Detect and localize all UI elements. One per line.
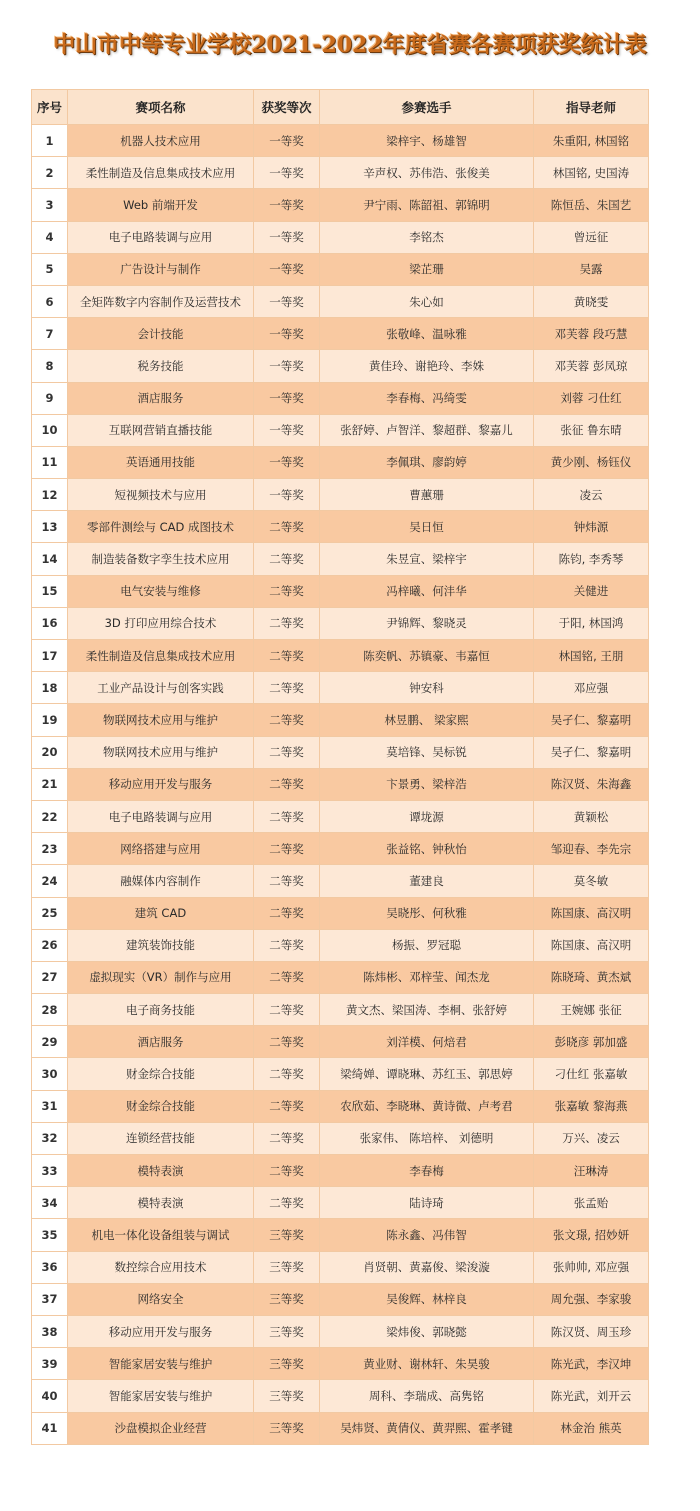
cell-event-name: 零部件测绘与 CAD 成图技术 (68, 511, 254, 543)
cell-instructors: 张文璟, 招妙妍 (534, 1219, 649, 1251)
cell-contestants: 黄业财、谢林轩、朱昊骏 (320, 1348, 534, 1380)
cell-index: 8 (32, 350, 68, 382)
table-row (32, 479, 649, 511)
cell-instructors: 吴露 (534, 253, 649, 285)
cell-index: 39 (32, 1348, 68, 1380)
cell-event-name: 英语通用技能 (68, 446, 254, 478)
cell-contestants: 吴晓彤、何秋雅 (320, 897, 534, 929)
cell-award-level: 二等奖 (254, 768, 320, 800)
cell-instructors: 陈光武，刘开云 (534, 1380, 649, 1412)
cell-instructors: 曾远征 (534, 221, 649, 253)
cell-index: 9 (32, 382, 68, 414)
cell-contestants: 冯梓曦、何沣华 (320, 575, 534, 607)
cell-contestants: 吴俊辉、林梓良 (320, 1283, 534, 1315)
cell-index: 22 (32, 800, 68, 832)
cell-award-level: 一等奖 (254, 479, 320, 511)
cell-index: 30 (32, 1058, 68, 1090)
cell-event-name: 模特表演 (68, 1155, 254, 1187)
table-row (32, 1187, 649, 1219)
cell-event-name: 模特表演 (68, 1187, 254, 1219)
cell-contestants: 尹宁雨、陈韶祖、郭锦明 (320, 189, 534, 221)
cell-contestants: 张家伟、 陈培梓、 刘德明 (320, 1122, 534, 1154)
cell-contestants: 陈炜彬、邓梓莹、闻杰龙 (320, 961, 534, 993)
cell-index: 41 (32, 1412, 68, 1444)
table-row (32, 897, 649, 929)
cell-index: 29 (32, 1026, 68, 1058)
table-row (32, 285, 649, 317)
cell-event-name: 税务技能 (68, 350, 254, 382)
cell-contestants: 李春梅、冯绮雯 (320, 382, 534, 414)
cell-contestants: 农欣茹、李晓琳、黄诗微、卢考君 (320, 1090, 534, 1122)
table-row (32, 1090, 649, 1122)
cell-index: 13 (32, 511, 68, 543)
cell-contestants: 李佩琪、廖韵婷 (320, 446, 534, 478)
cell-award-level: 二等奖 (254, 994, 320, 1026)
table-row (32, 607, 649, 639)
cell-contestants: 张舒婷、卢智洋、黎超群、黎嘉儿 (320, 414, 534, 446)
cell-award-level: 二等奖 (254, 1122, 320, 1154)
cell-instructors: 吴孑仁、黎嘉明 (534, 704, 649, 736)
header-instructors: 指导老师 (534, 90, 649, 125)
cell-event-name: 电子电路装调与应用 (68, 800, 254, 832)
page-title: 中山市中等专业学校2021-2022年度省赛各赛项获奖统计表 (53, 32, 647, 58)
table-row (32, 189, 649, 221)
cell-contestants: 谭垅源 (320, 800, 534, 832)
cell-event-name: 电子商务技能 (68, 994, 254, 1026)
cell-contestants: 朱昱宣、梁梓宇 (320, 543, 534, 575)
cell-contestants: 曹蕙珊 (320, 479, 534, 511)
cell-event-name: 广告设计与制作 (68, 253, 254, 285)
cell-index: 3 (32, 189, 68, 221)
cell-award-level: 二等奖 (254, 543, 320, 575)
table-row (32, 1155, 649, 1187)
cell-instructors: 林金治 熊英 (534, 1412, 649, 1444)
cell-index: 37 (32, 1283, 68, 1315)
cell-award-level: 二等奖 (254, 1090, 320, 1122)
table-row (32, 672, 649, 704)
cell-index: 7 (32, 318, 68, 350)
cell-award-level: 一等奖 (254, 318, 320, 350)
cell-event-name: 网络搭建与应用 (68, 833, 254, 865)
cell-contestants: 卞景勇、梁梓浩 (320, 768, 534, 800)
cell-award-level: 二等奖 (254, 800, 320, 832)
cell-instructors: 邓应强 (534, 672, 649, 704)
table-row (32, 736, 649, 768)
cell-award-level: 一等奖 (254, 285, 320, 317)
cell-award-level: 二等奖 (254, 833, 320, 865)
cell-instructors: 吴孑仁、黎嘉明 (534, 736, 649, 768)
cell-event-name: 酒店服务 (68, 1026, 254, 1058)
cell-instructors: 邓芙蓉 彭凤琼 (534, 350, 649, 382)
cell-index: 11 (32, 446, 68, 478)
cell-award-level: 二等奖 (254, 704, 320, 736)
cell-event-name: 机电一体化设备组装与调试 (68, 1219, 254, 1251)
table-row (32, 1348, 649, 1380)
cell-index: 16 (32, 607, 68, 639)
cell-instructors: 黄晓雯 (534, 285, 649, 317)
cell-instructors: 林国铭, 王朋 (534, 640, 649, 672)
cell-instructors: 陈晓琦、黄杰斌 (534, 961, 649, 993)
cell-instructors: 万兴、凌云 (534, 1122, 649, 1154)
table-row (32, 1315, 649, 1347)
cell-instructors: 汪琳涛 (534, 1155, 649, 1187)
cell-event-name: 物联网技术应用与维护 (68, 736, 254, 768)
cell-index: 14 (32, 543, 68, 575)
table-row (32, 1380, 649, 1412)
cell-instructors: 黄少刚、杨钰仪 (534, 446, 649, 478)
cell-contestants: 辛声权、苏伟浩、张俊美 (320, 157, 534, 189)
cell-award-level: 二等奖 (254, 575, 320, 607)
cell-instructors: 陈国康、高汉明 (534, 897, 649, 929)
table-row (32, 350, 649, 382)
cell-award-level: 一等奖 (254, 253, 320, 285)
table-row (32, 543, 649, 575)
cell-event-name: 网络安全 (68, 1283, 254, 1315)
cell-event-name: 电气安装与维修 (68, 575, 254, 607)
table-row (32, 157, 649, 189)
cell-instructors: 刁仕红 张嘉敏 (534, 1058, 649, 1090)
cell-event-name: 制造装备数字孪生技术应用 (68, 543, 254, 575)
cell-index: 32 (32, 1122, 68, 1154)
cell-contestants: 陈奕帆、苏镇豪、韦嘉恒 (320, 640, 534, 672)
cell-event-name: 建筑 CAD (68, 897, 254, 929)
cell-contestants: 梁芷珊 (320, 253, 534, 285)
cell-instructors: 邓芙蓉 段巧慧 (534, 318, 649, 350)
table-row (32, 833, 649, 865)
cell-instructors: 张帅帅, 邓应强 (534, 1251, 649, 1283)
cell-event-name: 虚拟现实（VR）制作与应用 (68, 961, 254, 993)
cell-instructors: 黄颖松 (534, 800, 649, 832)
cell-contestants: 林昱鹏、 梁家熙 (320, 704, 534, 736)
cell-index: 26 (32, 929, 68, 961)
cell-index: 27 (32, 961, 68, 993)
cell-event-name: 移动应用开发与服务 (68, 768, 254, 800)
table-row (32, 221, 649, 253)
cell-contestants: 李春梅 (320, 1155, 534, 1187)
cell-index: 5 (32, 253, 68, 285)
cell-instructors: 刘蓉 刁仕红 (534, 382, 649, 414)
cell-instructors: 陈汉贤、朱海鑫 (534, 768, 649, 800)
cell-event-name: 数控综合应用技术 (68, 1251, 254, 1283)
cell-event-name: 互联网营销直播技能 (68, 414, 254, 446)
cell-event-name: 财金综合技能 (68, 1058, 254, 1090)
cell-award-level: 二等奖 (254, 511, 320, 543)
cell-award-level: 一等奖 (254, 221, 320, 253)
cell-award-level: 一等奖 (254, 382, 320, 414)
cell-event-name: 全矩阵数字内容制作及运营技术 (68, 285, 254, 317)
cell-index: 4 (32, 221, 68, 253)
cell-instructors: 莫冬敏 (534, 865, 649, 897)
cell-award-level: 一等奖 (254, 125, 320, 157)
table-row (32, 1219, 649, 1251)
table-row (32, 1026, 649, 1058)
cell-event-name: 智能家居安装与维护 (68, 1380, 254, 1412)
table-row (32, 800, 649, 832)
cell-instructors: 林国铭, 史国涛 (534, 157, 649, 189)
cell-award-level: 二等奖 (254, 1187, 320, 1219)
cell-award-level: 一等奖 (254, 446, 320, 478)
cell-instructors: 张孟贻 (534, 1187, 649, 1219)
cell-instructors: 钟炜源 (534, 511, 649, 543)
cell-index: 33 (32, 1155, 68, 1187)
cell-award-level: 一等奖 (254, 189, 320, 221)
cell-event-name: 沙盘模拟企业经营 (68, 1412, 254, 1444)
cell-award-level: 二等奖 (254, 736, 320, 768)
cell-instructors: 张嘉敏 黎海燕 (534, 1090, 649, 1122)
cell-index: 28 (32, 994, 68, 1026)
table-row (32, 414, 649, 446)
cell-award-level: 三等奖 (254, 1315, 320, 1347)
cell-contestants: 李铭杰 (320, 221, 534, 253)
cell-instructors: 王婉娜 张征 (534, 994, 649, 1026)
cell-contestants: 梁绮婵、谭晓琳、苏红玉、郭思婷 (320, 1058, 534, 1090)
cell-event-name: 机器人技术应用 (68, 125, 254, 157)
cell-contestants: 吴炜贤、黄倩仪、黄羿熙、霍孝键 (320, 1412, 534, 1444)
cell-index: 25 (32, 897, 68, 929)
table-body (32, 125, 649, 1445)
table-row (32, 961, 649, 993)
cell-award-level: 二等奖 (254, 865, 320, 897)
cell-event-name: 3D 打印应用综合技术 (68, 607, 254, 639)
cell-instructors: 陈光武，李汉坤 (534, 1348, 649, 1380)
table-row (32, 253, 649, 285)
cell-contestants: 杨振、罗冠聪 (320, 929, 534, 961)
cell-contestants: 吴日恒 (320, 511, 534, 543)
cell-award-level: 一等奖 (254, 414, 320, 446)
cell-index: 40 (32, 1380, 68, 1412)
cell-contestants: 陆诗琦 (320, 1187, 534, 1219)
cell-index: 18 (32, 672, 68, 704)
cell-event-name: 柔性制造及信息集成技术应用 (68, 640, 254, 672)
cell-award-level: 二等奖 (254, 897, 320, 929)
cell-instructors: 于阳, 林国鸿 (534, 607, 649, 639)
cell-index: 17 (32, 640, 68, 672)
table-row (32, 768, 649, 800)
cell-index: 1 (32, 125, 68, 157)
table-row (32, 704, 649, 736)
cell-index: 15 (32, 575, 68, 607)
cell-contestants: 黄佳玲、谢艳玲、李姝 (320, 350, 534, 382)
cell-instructors: 张征 鲁东晴 (534, 414, 649, 446)
table-row (32, 511, 649, 543)
cell-award-level: 二等奖 (254, 929, 320, 961)
awards-table (31, 89, 649, 1445)
cell-event-name: Web 前端开发 (68, 189, 254, 221)
cell-contestants: 朱心如 (320, 285, 534, 317)
table-row (32, 865, 649, 897)
cell-contestants: 刘洋模、何焙君 (320, 1026, 534, 1058)
cell-award-level: 三等奖 (254, 1348, 320, 1380)
header-award-level: 获奖等次 (254, 90, 320, 125)
table-row (32, 994, 649, 1026)
cell-event-name: 工业产品设计与创客实践 (68, 672, 254, 704)
cell-contestants: 黄文杰、梁国涛、李桐、张舒婷 (320, 994, 534, 1026)
cell-index: 34 (32, 1187, 68, 1219)
cell-contestants: 张敬峰、温咏雅 (320, 318, 534, 350)
cell-award-level: 三等奖 (254, 1219, 320, 1251)
cell-index: 23 (32, 833, 68, 865)
table-row (32, 125, 649, 157)
header-index: 序号 (32, 90, 68, 125)
table-row (32, 640, 649, 672)
cell-award-level: 二等奖 (254, 607, 320, 639)
cell-event-name: 酒店服务 (68, 382, 254, 414)
cell-index: 10 (32, 414, 68, 446)
table-row (32, 929, 649, 961)
cell-index: 35 (32, 1219, 68, 1251)
table-row (32, 1283, 649, 1315)
cell-award-level: 二等奖 (254, 640, 320, 672)
cell-award-level: 二等奖 (254, 672, 320, 704)
cell-index: 24 (32, 865, 68, 897)
cell-contestants: 肖贤朝、黄嘉俊、梁浚漩 (320, 1251, 534, 1283)
table-row (32, 446, 649, 478)
cell-contestants: 莫培锋、吴标锐 (320, 736, 534, 768)
cell-award-level: 一等奖 (254, 157, 320, 189)
cell-instructors: 陈国康、高汉明 (534, 929, 649, 961)
cell-index: 38 (32, 1315, 68, 1347)
cell-contestants: 梁梓宇、杨雄智 (320, 125, 534, 157)
table-row (32, 575, 649, 607)
cell-index: 36 (32, 1251, 68, 1283)
cell-contestants: 钟安科 (320, 672, 534, 704)
cell-instructors: 朱重阳, 林国铭 (534, 125, 649, 157)
cell-contestants: 梁炜俊、郭晓懿 (320, 1315, 534, 1347)
cell-event-name: 电子电路装调与应用 (68, 221, 254, 253)
cell-event-name: 物联网技术应用与维护 (68, 704, 254, 736)
cell-event-name: 柔性制造及信息集成技术应用 (68, 157, 254, 189)
cell-award-level: 三等奖 (254, 1412, 320, 1444)
cell-instructors: 周允强、李家骏 (534, 1283, 649, 1315)
cell-index: 19 (32, 704, 68, 736)
table-row (32, 1251, 649, 1283)
cell-instructors: 凌云 (534, 479, 649, 511)
table-row (32, 1412, 649, 1444)
cell-contestants: 陈永鑫、冯伟智 (320, 1219, 534, 1251)
cell-award-level: 二等奖 (254, 961, 320, 993)
header-event-name: 赛项名称 (68, 90, 254, 125)
cell-event-name: 短视频技术与应用 (68, 479, 254, 511)
table-row (32, 1058, 649, 1090)
cell-instructors: 陈恒岳、朱国艺 (534, 189, 649, 221)
cell-event-name: 建筑装饰技能 (68, 929, 254, 961)
cell-instructors: 陈钧, 李秀琴 (534, 543, 649, 575)
cell-index: 20 (32, 736, 68, 768)
cell-instructors: 陈汉贤、周玉珍 (534, 1315, 649, 1347)
cell-award-level: 一等奖 (254, 350, 320, 382)
cell-event-name: 会计技能 (68, 318, 254, 350)
cell-contestants: 张益铭、钟秋怡 (320, 833, 534, 865)
cell-instructors: 关健进 (534, 575, 649, 607)
cell-award-level: 二等奖 (254, 1026, 320, 1058)
cell-contestants: 周科、李瑞成、高隽铭 (320, 1380, 534, 1412)
cell-contestants: 董建良 (320, 865, 534, 897)
cell-award-level: 三等奖 (254, 1251, 320, 1283)
cell-index: 6 (32, 285, 68, 317)
cell-event-name: 财金综合技能 (68, 1090, 254, 1122)
table-header-row (32, 90, 649, 125)
cell-index: 2 (32, 157, 68, 189)
cell-award-level: 二等奖 (254, 1058, 320, 1090)
cell-index: 21 (32, 768, 68, 800)
cell-event-name: 融媒体内容制作 (68, 865, 254, 897)
table-row (32, 382, 649, 414)
cell-award-level: 三等奖 (254, 1380, 320, 1412)
header-contestants: 参赛选手 (320, 90, 534, 125)
cell-instructors: 邹迎春、李先宗 (534, 833, 649, 865)
cell-index: 12 (32, 479, 68, 511)
cell-event-name: 连锁经营技能 (68, 1122, 254, 1154)
cell-event-name: 移动应用开发与服务 (68, 1315, 254, 1347)
cell-event-name: 智能家居安装与维护 (68, 1348, 254, 1380)
table-row (32, 318, 649, 350)
cell-award-level: 二等奖 (254, 1155, 320, 1187)
cell-contestants: 尹锦辉、黎晓灵 (320, 607, 534, 639)
table-row (32, 1122, 649, 1154)
cell-index: 31 (32, 1090, 68, 1122)
cell-award-level: 三等奖 (254, 1283, 320, 1315)
cell-instructors: 彭晓彦 郭加盛 (534, 1026, 649, 1058)
